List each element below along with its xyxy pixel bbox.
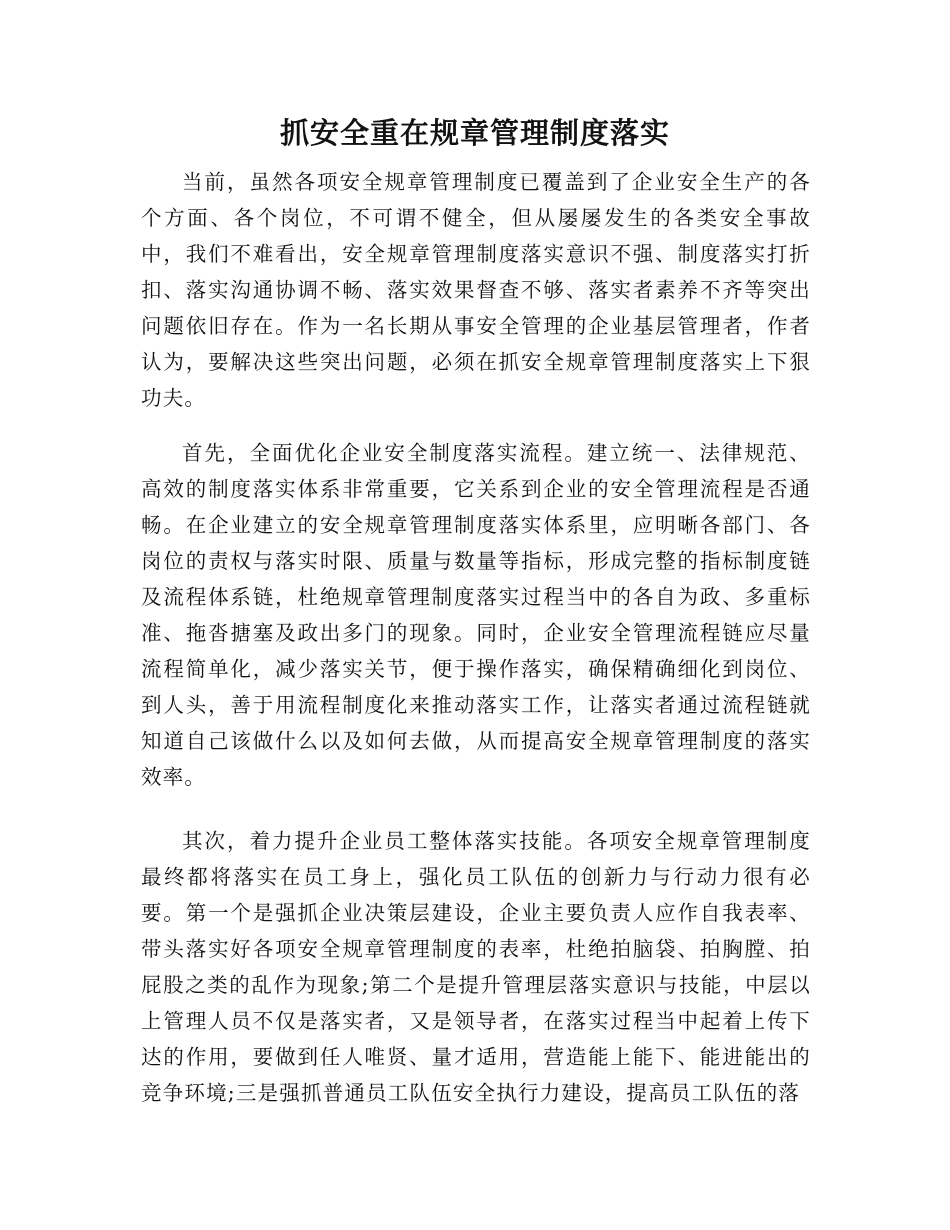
- paragraph-second-point: 其次，着力提升企业员工整体落实技能。各项安全规章管理制度最终都将落实在员工身上，强化员工队伍的创新力与行动力很有必要。第一个是强抓企业决策层建设，企业主要负责人应作自我表率、带头落实好各项安全规章管理制度的表率，杜绝拍脑袋、拍胸膛、拍屁股之类的乱作为现象;第二个是提升管理层落实意识与技能，中层以上管理人员不仅是落实者，又是领导者，在落实过程当中起着上传下达的作用，要做到任人唯贤、量才适用，营造能上能下、能进能出的竞争环境;三是强抓普通员工队伍安全执行力建设，提高员工队伍的落: [141, 829, 811, 1105]
- paragraph-intro: 当前，虽然各项安全规章管理制度已覆盖到了企业安全生产的各个方面、各个岗位，不可谓不健全，但从屡屡发生的各类安全事故中，我们不难看出，安全规章管理制度落实意识不强、制度落实打折扣、落实沟通协调不畅、落实效果督查不够、落实者素养不齐等突出问题依旧存在。作为一名长期从事安全管理的企业基层管理者，作者认为，要解决这些突出问题，必须在抓安全规章管理制度落实上下狠功夫。: [141, 170, 811, 410]
- paragraph-first-point: 首先，全面优化企业安全制度落实流程。建立统一、法律规范、高效的制度落实体系非常重要，它关系到企业的安全管理流程是否通畅。在企业建立的安全规章管理制度落实体系里，应明晰各部门、各岗位的责权与落实时限、质量与数量等指标，形成完整的指标制度链及流程体系链，杜绝规章管理制度落实过程当中的各自为政、多重标准、拖沓搪塞及政出多门的现象。同时，企业安全管理流程链应尽量流程简单化，减少落实关节，便于操作落实，确保精确细化到岗位、到人头，善于用流程制度化来推动落实工作，让落实者通过流程链就知道自己该做什么以及如何去做，从而提高安全规章管理制度的落实效率。: [141, 441, 811, 789]
- document-title: 抓安全重在规章管理制度落实: [279, 116, 670, 150]
